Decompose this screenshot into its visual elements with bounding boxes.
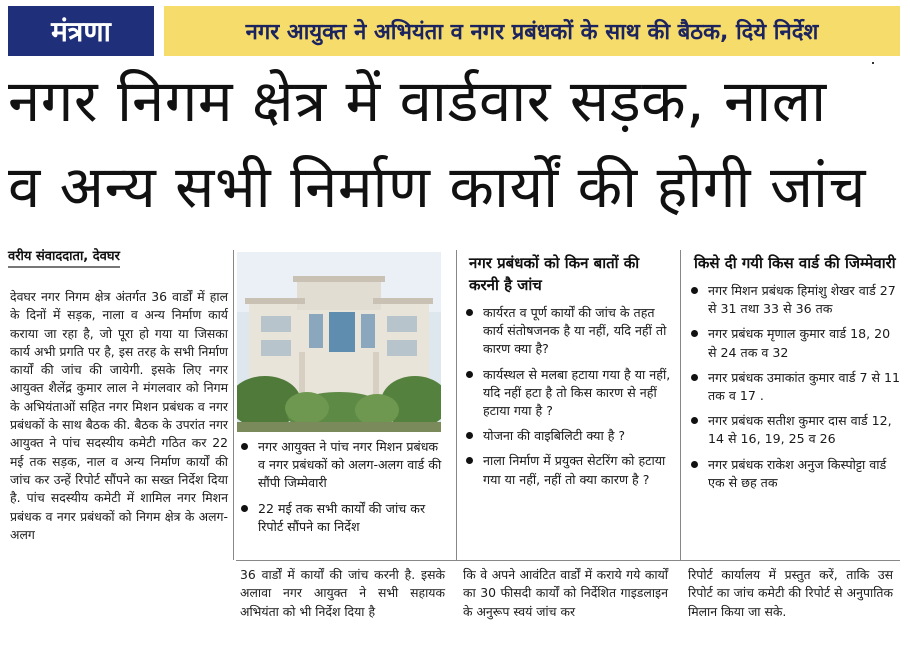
list-item (236, 500, 446, 536)
list-item-text: नगर प्रबंधक राकेश अनुज किस्पोट्टा वार्ड एक से छह तक (708, 456, 887, 490)
list-item (686, 282, 900, 318)
list-item (686, 369, 900, 405)
article-body-col3: कि वे अपने आवंटित वार्डों में कराये गये कार्यों का 30 फीसदी कार्यों को निर्देशित गाइडलाइन के अनुरूप स्वयं जांच कर (463, 567, 668, 619)
municipal-building-photo (237, 252, 441, 432)
section-label: मंत्रणा (8, 6, 154, 56)
column-divider (456, 250, 457, 560)
headline-line-1: नगर निगम क्षेत्र में वार्डवार सड़क, नाला (8, 67, 827, 135)
bullet-icon (241, 443, 248, 450)
print-dot (872, 62, 874, 64)
bullet-icon (691, 461, 698, 468)
box-bottom-rule (236, 560, 900, 561)
article-body-col2: 36 वार्डों में कार्यों की जांच करनी है. इसके अलावा नगर आयुक्त ने सभी सहायक अभियंता को भी निर्देश दिया है (240, 567, 445, 619)
bullet-icon (241, 505, 248, 512)
list-item (461, 366, 671, 421)
building-illustration (237, 252, 441, 432)
column-divider (233, 250, 234, 560)
article-body-col4: रिपोर्ट कार्यालय में प्रस्तुत करें, ताकि उस रिपोर्ट का जांच कमेटी की रिपोर्ट से अनुपातिक मिलान किया जा सके. (688, 567, 893, 619)
list-item (686, 456, 900, 492)
list-item (686, 325, 900, 361)
bullet-icon (691, 374, 698, 381)
photo-bullet-list (236, 438, 446, 543)
bullet-icon (466, 432, 473, 439)
list-item (461, 304, 671, 359)
ward-assignment-list (686, 282, 900, 492)
bullet-icon (691, 330, 698, 337)
box-title: किसे दी गयी किस वार्ड की जिम्मेवारी (694, 254, 896, 272)
list-item (236, 438, 446, 493)
list-item-text: योजना की वाइबिलिटी क्या है ? (483, 428, 626, 444)
list-item-text: कार्यस्थल से मलबा हटाया गया है या नहीं, यदि नहीं हटा है तो किस कारण से नहीं हटाया गया है ? (483, 366, 671, 419)
headline-line-2: व अन्य सभी निर्माण कार्यों की होगी जांच (8, 153, 866, 221)
bullet-icon (691, 417, 698, 424)
subheadline: नगर आयुक्त ने अभियंता व नगर प्रबंधकों के साथ की बैठक, दिये निर्देश (164, 6, 900, 56)
inspection-points-box (461, 248, 671, 496)
inspection-points-list (461, 304, 671, 489)
byline: वरीय संवाददाता, देवघर (8, 246, 120, 268)
list-item-text: नाला निर्माण में प्रयुक्त सेटरिंग को हटाया गया या नहीं, नहीं तो क्या कारण है ? (483, 453, 666, 487)
box-title: नगर प्रबंधकों को किन बातों की करनी है जांच (469, 254, 640, 294)
list-item-text: 22 मई तक सभी कार्यों की जांच कर रिपोर्ट सौंपने का निर्देश (258, 500, 426, 534)
bullet-icon (466, 371, 473, 378)
list-item-text: नगर आयुक्त ने पांच नगर मिशन प्रबंधक व नगर प्रबंधकों को अलग-अलग वार्ड की सौंपी जिम्मेवारी (258, 439, 442, 491)
list-item-text: नगर प्रबंधक उमाकांत कुमार वार्ड 7 से 11 तक व 17 . (708, 369, 901, 404)
list-item (686, 412, 900, 448)
bullet-icon (466, 457, 473, 464)
article-body-col1: देवघर नगर निगम क्षेत्र अंतर्गत 36 वार्डों में हाल के दिनों में सड़क, नाला व अन्य निर्माण कार्य कराया जा रहा है, जो पूरा हो गया या जिसका कार्य अभी प्रगति पर है, इस तरह के सभी निर्माण कार्यों की जांच की जायेगी. इसके लिए नगर आयुक्त शैलेंद्र कुमार लाल ने मंगलवार को निगम के अभियंताओं सहित नगर मिशन प्रबंधक व नगर प्रबंधकों के साथ बैठक की. बैठक के उपरांत नगर आयुक्त ने पांच सदस्यीय कमेटी गठित कर 22 मई तक सड़क, नाल व अन्य निर्माण कार्यों की जांच कर उन्हें रिपोर्ट सौंपने का सख्त निर्देश दिया है. पांच सदस्यीय कमेटी में शामिल नगर मिशन प्रबंधक व नगर प्रबंधकों को निगम क्षेत्र के अलग-अलग (10, 289, 228, 542)
bullet-icon (691, 287, 698, 294)
list-item-text: नगर मिशन प्रबंधक हिमांशु शेखर वार्ड 27 से 31 तथा 33 से 36 तक (708, 283, 896, 317)
list-item (461, 427, 671, 445)
list-item-text: नगर प्रबंधक सतीश कुमार दास वार्ड 12, 14 से 16, 19, 25 व 26 (708, 413, 892, 447)
list-item (461, 452, 671, 488)
list-item-text: नगर प्रबंधक मृणाल कुमार वार्ड 18, 20 से 24 तक व 32 (708, 326, 891, 360)
column-divider (680, 250, 681, 560)
list-item-text: कार्यरत व पूर्ण कार्यों की जांच के तहत कार्य संतोषजनक है या नहीं, यदि नहीं तो कारण क्या है? (483, 305, 667, 357)
bullet-icon (466, 309, 473, 316)
ward-assignment-box (686, 248, 900, 499)
